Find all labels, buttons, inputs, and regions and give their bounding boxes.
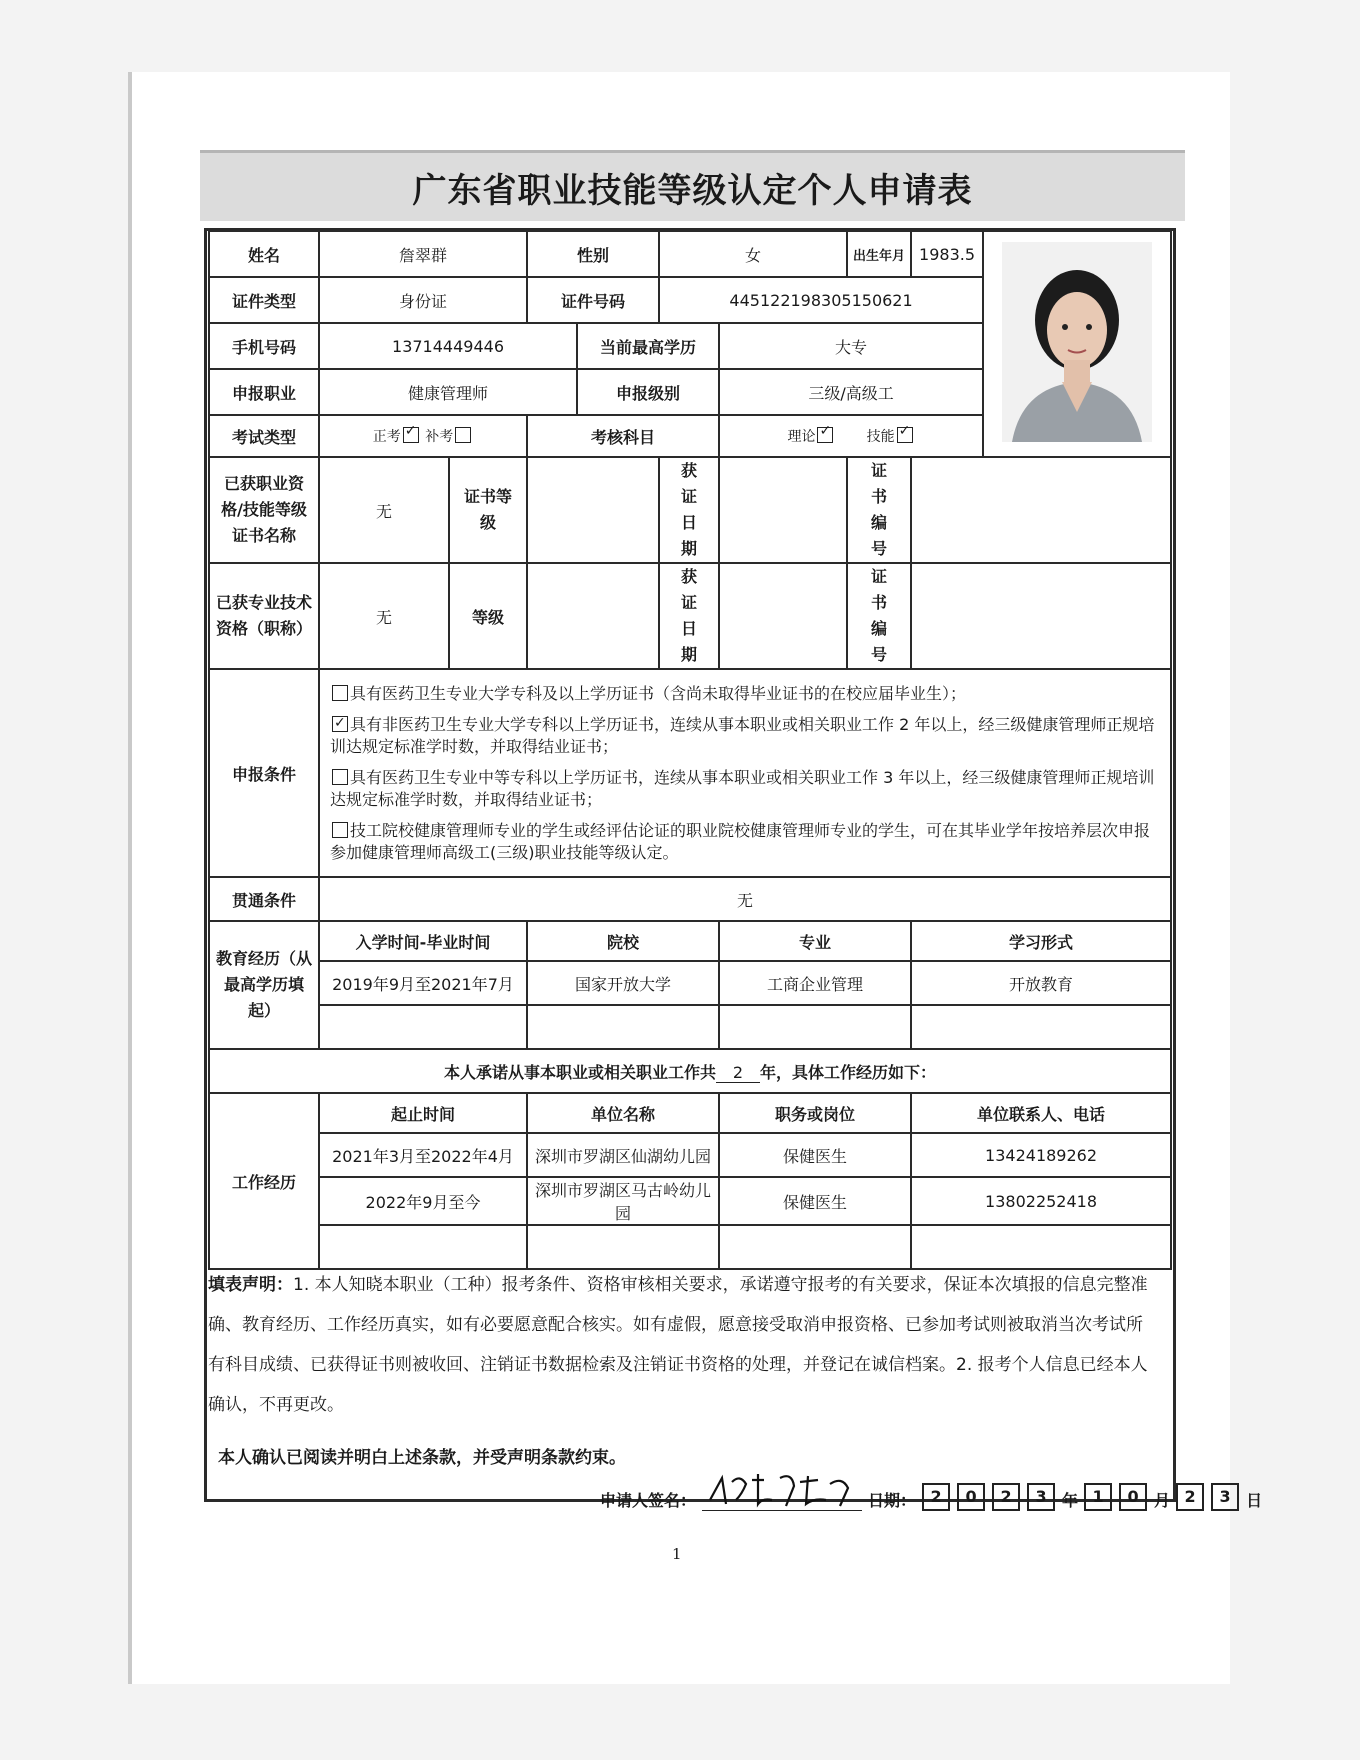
work-header-row bbox=[209, 1093, 1171, 1133]
row-qualification bbox=[209, 457, 1171, 563]
education-row bbox=[209, 1005, 1171, 1049]
photo-cell bbox=[983, 231, 1171, 457]
applicant-photo bbox=[1002, 242, 1152, 442]
form-title-bar bbox=[200, 150, 1185, 221]
work-row bbox=[209, 1177, 1171, 1225]
edu-cell: 国家开放大学 bbox=[527, 961, 719, 1005]
label-education: 教育经历（从最高学历填起） bbox=[209, 921, 319, 1049]
application-form bbox=[208, 230, 1172, 1270]
work-header: 职务或岗位 bbox=[719, 1093, 911, 1133]
exam-regular-checkbox[interactable] bbox=[403, 427, 419, 443]
condition-item: 技工院校健康管理师专业的学生或经评估论证的职业院校健康管理师专业的学生，可在其毕业学年按培养层次申报参加健康管理师高级工(三级)职业技能等级认定。 bbox=[330, 820, 1151, 862]
condition-checkbox[interactable] bbox=[332, 822, 348, 838]
declaration bbox=[208, 1265, 1156, 1425]
value-qualification: 无 bbox=[319, 457, 449, 563]
condition-checkbox[interactable] bbox=[332, 769, 348, 785]
edu-cell bbox=[527, 1005, 719, 1049]
work-cell: 深圳市罗湖区马古岭幼儿园 bbox=[527, 1177, 719, 1225]
date-digit-year: 0 bbox=[957, 1483, 985, 1511]
value-level: 三级/高级工 bbox=[719, 369, 983, 415]
date-digit-year: 2 bbox=[992, 1483, 1020, 1511]
work-cell bbox=[319, 1225, 527, 1269]
declaration-head: 填表声明： bbox=[208, 1275, 293, 1295]
work-cell bbox=[719, 1225, 911, 1269]
label-phone: 手机号码 bbox=[209, 323, 319, 369]
value-id-no: 445122198305150621 bbox=[659, 277, 983, 323]
date-digit-year: 2 bbox=[922, 1483, 950, 1511]
work-cell bbox=[527, 1225, 719, 1269]
value-cert-grade bbox=[527, 457, 659, 563]
label-birth: 出生年月 bbox=[847, 231, 911, 277]
value-tech-title: 无 bbox=[319, 563, 449, 669]
education-row bbox=[209, 961, 1171, 1005]
label-conditions: 申报条件 bbox=[209, 669, 319, 877]
date-digit-month: 1 bbox=[1084, 1483, 1112, 1511]
education-header-row bbox=[209, 921, 1171, 961]
condition-item: 具有医药卫生专业大学专科及以上学历证书（含尚未取得毕业证书的在校应届毕业生）； bbox=[330, 683, 1160, 705]
value-birth: 1983.5 bbox=[911, 231, 983, 277]
condition-item: 具有医药卫生专业中等专科以上学历证书，连续从事本职业或相关职业工作 3 年以上，经三级健康管理师正规培训达规定标准学时数，并取得结业证书； bbox=[330, 767, 1155, 809]
label-gender: 性别 bbox=[527, 231, 659, 277]
edu-cell bbox=[719, 1005, 911, 1049]
work-row bbox=[209, 1133, 1171, 1177]
value-cert-no bbox=[911, 457, 1171, 563]
form-title: 广东省职业技能等级认定个人申请表 bbox=[412, 170, 973, 211]
label-id-type: 证件类型 bbox=[209, 277, 319, 323]
subject-theory-checkbox[interactable] bbox=[817, 427, 833, 443]
value-edu: 大专 bbox=[719, 323, 983, 369]
work-cell: 2021年3月至2022年4月 bbox=[319, 1133, 527, 1177]
date-digit-month: 0 bbox=[1119, 1483, 1147, 1511]
work-cell: 保健医生 bbox=[719, 1133, 911, 1177]
work-header: 单位联系人、电话 bbox=[911, 1093, 1171, 1133]
page-number: 1 bbox=[672, 1545, 682, 1563]
edu-cell bbox=[911, 1005, 1171, 1049]
date-digit-day: 3 bbox=[1211, 1483, 1239, 1511]
exam-subject-options bbox=[719, 415, 983, 457]
value-through: 无 bbox=[319, 877, 1171, 921]
value-phone: 13714449446 bbox=[319, 323, 577, 369]
conditions-list bbox=[319, 669, 1171, 877]
condition-item: ✓具有非医药卫生专业大学专科以上学历证书，连续从事本职业或相关职业工作 2 年以上，经三级健康管理师正规培训达规定标准学时数，并取得结业证书； bbox=[330, 714, 1160, 758]
work-row bbox=[209, 1225, 1171, 1269]
subject-skill-checkbox[interactable] bbox=[897, 427, 913, 443]
label-get-date-2: 获证日期 bbox=[659, 563, 719, 669]
date-digit-year: 3 bbox=[1027, 1483, 1055, 1511]
row-tech-title bbox=[209, 563, 1171, 669]
signature-line bbox=[600, 1470, 1262, 1511]
edu-cell: 工商企业管理 bbox=[719, 961, 911, 1005]
value-id-type: 身份证 bbox=[319, 277, 527, 323]
work-cell: 13802252418 bbox=[911, 1177, 1171, 1225]
value-get-date-2 bbox=[719, 563, 847, 669]
value-get-date bbox=[719, 457, 847, 563]
date-digit-day: 2 bbox=[1176, 1483, 1204, 1511]
edu-header: 学习形式 bbox=[911, 921, 1171, 961]
work-cell: 2022年9月至今 bbox=[319, 1177, 527, 1225]
label-get-date: 获证日期 bbox=[659, 457, 719, 563]
day-unit: 日 bbox=[1246, 1491, 1263, 1510]
exam-regular-label: 正考 bbox=[372, 429, 401, 445]
date-label: 日期： bbox=[868, 1491, 917, 1510]
row-name bbox=[209, 231, 1171, 277]
label-level: 申报级别 bbox=[577, 369, 719, 415]
sign-label: 申请人签名： bbox=[600, 1491, 697, 1510]
label-cert-no-2: 证书编号 bbox=[847, 563, 911, 669]
declaration-body: 1. 本人知晓本职业（工种）报考条件、资格审核相关要求，承诺遵守报考的有关要求，保证本次填报的信息完整准确、教育经历、工作经历真实，如有必要愿意配合核实。如有虚假，愿意接受取消申报资格、已参加考试则被取消当次考试所有科目成绩、已获得证书则被收回、注销证书数据检索及注销证书资格的处理，并登记在诚信档案。2. 报考个人信息已经本人确认，不再更改。 bbox=[208, 1275, 1148, 1415]
value-grade bbox=[527, 563, 659, 669]
edu-header: 专业 bbox=[719, 921, 911, 961]
work-pledge-row bbox=[209, 1049, 1171, 1093]
work-cell bbox=[911, 1225, 1171, 1269]
value-name: 詹翠群 bbox=[319, 231, 527, 277]
label-grade: 等级 bbox=[449, 563, 527, 669]
row-conditions bbox=[209, 669, 1171, 877]
work-years: 2 bbox=[716, 1063, 760, 1083]
work-header: 起止时间 bbox=[319, 1093, 527, 1133]
label-exam-type: 考试类型 bbox=[209, 415, 319, 457]
declaration-confirm: 本人确认已阅读并明白上述条款，并受声明条款约束。 bbox=[218, 1448, 626, 1468]
month-unit: 月 bbox=[1154, 1491, 1171, 1510]
label-exam-subject: 考核科目 bbox=[527, 415, 719, 457]
exam-type-options bbox=[319, 415, 527, 457]
row-through bbox=[209, 877, 1171, 921]
label-qualification: 已获职业资格/技能等级证书名称 bbox=[209, 457, 319, 563]
handwritten-signature bbox=[702, 1470, 862, 1511]
subject-skill-label: 技能 bbox=[866, 429, 895, 445]
label-through: 贯通条件 bbox=[209, 877, 319, 921]
work-pledge: 本人承诺从事本职业或相关职业工作共 2 年，具体工作经历如下： bbox=[209, 1049, 1171, 1093]
year-unit: 年 bbox=[1062, 1491, 1079, 1510]
label-edu: 当前最高学历 bbox=[577, 323, 719, 369]
label-id-no: 证件号码 bbox=[527, 277, 659, 323]
exam-makeup-checkbox[interactable] bbox=[455, 427, 471, 443]
condition-checkbox[interactable] bbox=[332, 685, 348, 701]
exam-makeup-label: 补考 bbox=[425, 429, 454, 445]
work-cell: 深圳市罗湖区仙湖幼儿园 bbox=[527, 1133, 719, 1177]
condition-checkbox[interactable] bbox=[332, 716, 348, 732]
work-header: 单位名称 bbox=[527, 1093, 719, 1133]
edu-cell: 开放教育 bbox=[911, 961, 1171, 1005]
edu-cell bbox=[319, 1005, 527, 1049]
label-tech-title: 已获专业技术资格（职称） bbox=[209, 563, 319, 669]
subject-theory-label: 理论 bbox=[787, 429, 816, 445]
edu-cell: 2019年9月至2021年7月 bbox=[319, 961, 527, 1005]
work-cell: 保健医生 bbox=[719, 1177, 911, 1225]
value-cert-no-2 bbox=[911, 563, 1171, 669]
label-cert-no: 证书编号 bbox=[847, 457, 911, 563]
label-work: 工作经历 bbox=[209, 1093, 319, 1269]
label-job: 申报职业 bbox=[209, 369, 319, 415]
work-cell: 13424189262 bbox=[911, 1133, 1171, 1177]
value-gender: 女 bbox=[659, 231, 847, 277]
label-name: 姓名 bbox=[209, 231, 319, 277]
label-cert-grade: 证书等级 bbox=[449, 457, 527, 563]
edu-header: 院校 bbox=[527, 921, 719, 961]
edu-header: 入学时间-毕业时间 bbox=[319, 921, 527, 961]
value-job: 健康管理师 bbox=[319, 369, 577, 415]
